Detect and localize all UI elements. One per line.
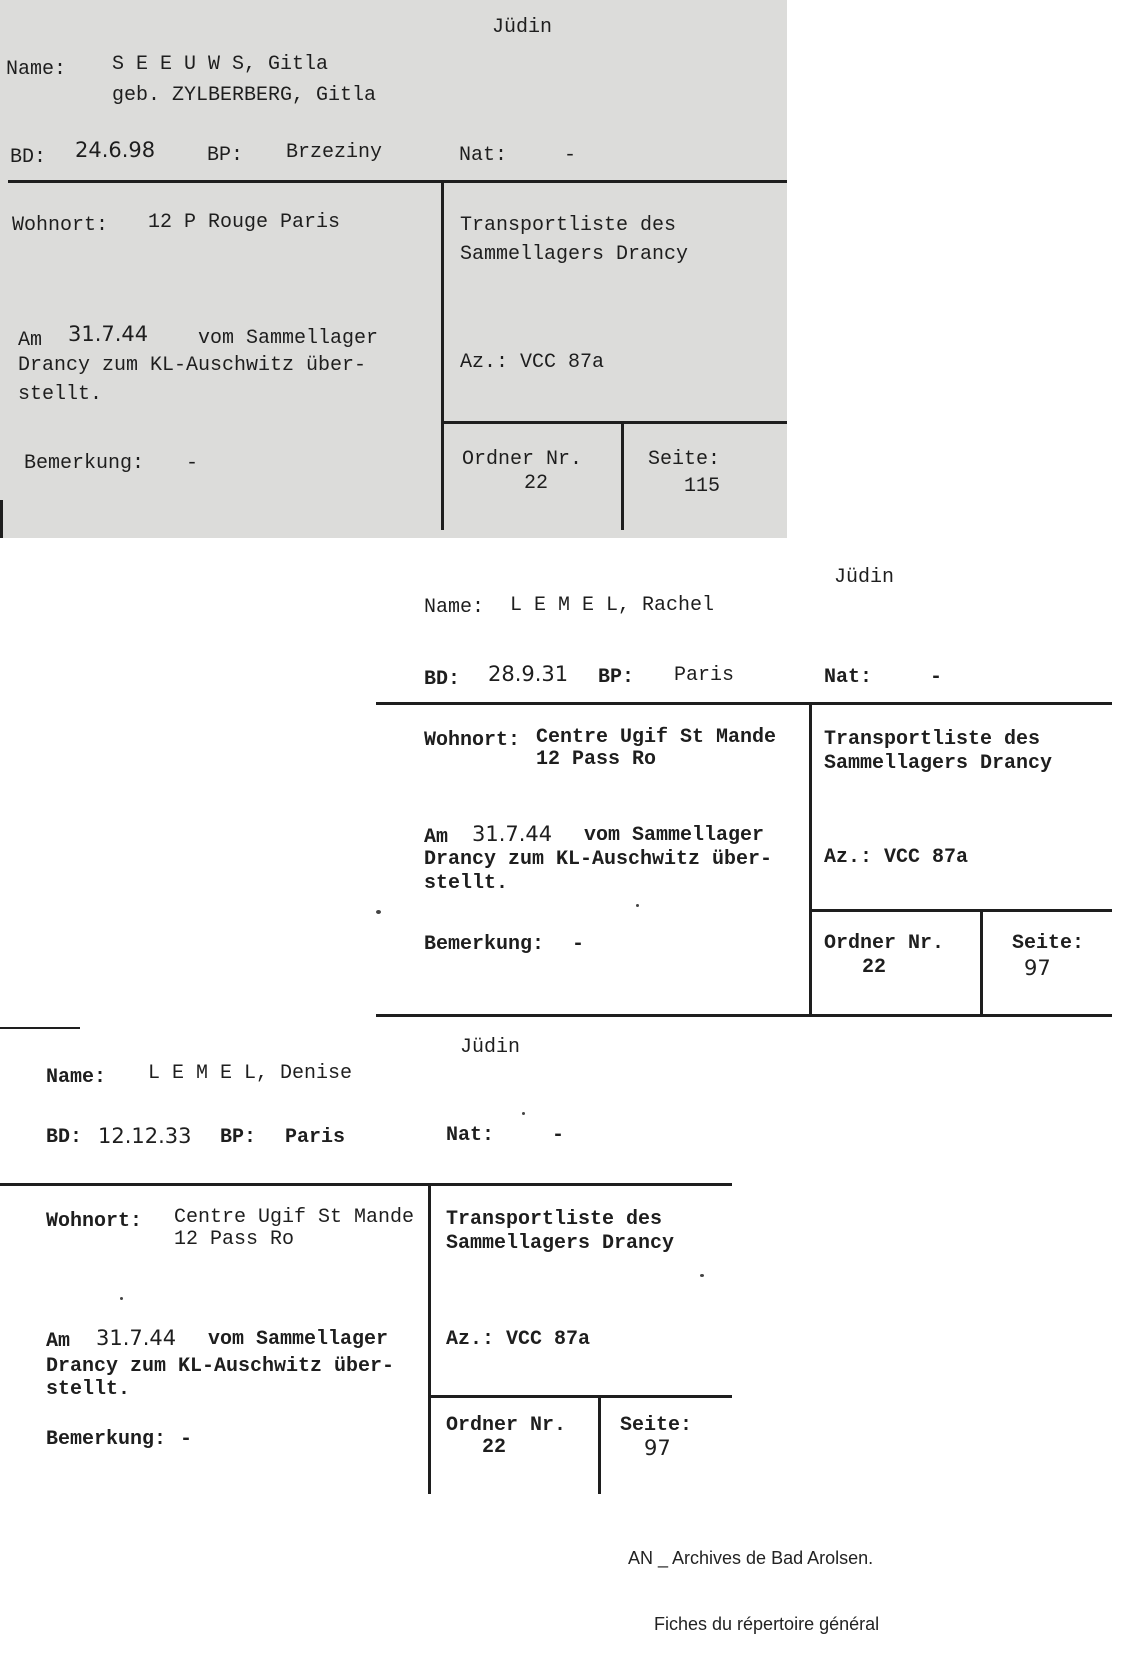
birth-place: Brzeziny — [286, 141, 383, 164]
name-label: Name: — [6, 58, 67, 81]
remark-value: - — [186, 452, 199, 475]
transfer-date: 31.7.44 — [68, 322, 149, 346]
transfer-date: 31.7.44 — [472, 822, 553, 846]
nationality: - — [930, 666, 943, 689]
residence-label: Wohnort: — [424, 729, 521, 752]
scan-speck — [636, 904, 639, 907]
source-line-1: Transportliste des — [824, 728, 1041, 751]
header-rule — [0, 1183, 732, 1186]
birth-place: Paris — [674, 664, 735, 687]
maiden-name: geb. ZYLBERBERG, Gitla — [112, 84, 377, 107]
transfer-line-1: vom Sammellager — [198, 327, 379, 350]
residence-line-2: 12 Pass Ro — [174, 1228, 295, 1251]
transfer-line-1: vom Sammellager — [208, 1328, 389, 1351]
folder-label: Ordner Nr. — [462, 448, 583, 471]
page-number: 97 — [644, 1436, 671, 1460]
remark-value: - — [180, 1428, 193, 1451]
transfer-line-3: stellt. — [46, 1378, 131, 1401]
birth-place-label: BP: — [207, 144, 244, 167]
birth-date-label: BD: — [10, 146, 47, 169]
transfer-prefix: Am — [18, 329, 43, 352]
reference-number: Az.: VCC 87a — [446, 1328, 591, 1351]
nationality: - — [564, 144, 577, 167]
archive-source-line-2: Fiches du répertoire général — [654, 1614, 880, 1634]
transfer-line-2: Drancy zum KL-Auschwitz über- — [46, 1355, 395, 1378]
transfer-line-2: Drancy zum KL-Auschwitz über- — [424, 848, 773, 871]
reference-number: Az.: VCC 87a — [460, 351, 605, 374]
folder-label: Ordner Nr. — [446, 1414, 567, 1437]
birth-place: Paris — [285, 1126, 346, 1149]
index-card-seeuws — [0, 0, 787, 538]
birth-place-label: BP: — [220, 1126, 257, 1149]
source-line-2: Sammellagers Drancy — [824, 752, 1053, 775]
scan-speck — [522, 1112, 525, 1115]
left-edge-mark — [0, 500, 3, 538]
page-number: 115 — [684, 475, 721, 498]
folder-label: Ordner Nr. — [824, 932, 945, 955]
folder-box-rule — [428, 1395, 732, 1398]
transfer-date: 31.7.44 — [96, 1326, 177, 1350]
residence-line-1: 12 P Rouge Paris — [148, 211, 341, 234]
archive-source-note — [628, 1503, 879, 1657]
residence-label: Wohnort: — [12, 214, 109, 237]
column-divider — [809, 702, 812, 1014]
birth-date: 24.6.98 — [75, 138, 156, 162]
transfer-line-3: stellt. — [18, 383, 103, 406]
nationality-label: Nat: — [459, 144, 508, 167]
page-label: Seite: — [1012, 932, 1085, 955]
index-card-lemel-rachel — [376, 548, 1112, 1023]
category-label: Jüdin — [834, 566, 895, 589]
residence-line-1: Centre Ugif St Mande — [536, 726, 777, 749]
header-rule — [8, 180, 787, 183]
remark-label: Bemerkung: — [46, 1428, 167, 1451]
folder-box-divider — [598, 1395, 601, 1494]
person-name: L E M E L, Rachel — [510, 594, 715, 617]
transfer-prefix: Am — [46, 1330, 71, 1353]
birth-date: 28.9.31 — [488, 662, 569, 686]
remark-value: - — [572, 933, 585, 956]
folder-number: 22 — [862, 956, 887, 979]
birth-date-label: BD: — [46, 1126, 83, 1149]
name-label: Name: — [424, 596, 485, 619]
residence-line-2: 12 Pass Ro — [536, 748, 657, 771]
scan-speck — [376, 910, 381, 914]
person-name: L E M E L, Denise — [148, 1062, 353, 1085]
folder-box-divider — [621, 421, 624, 530]
nationality-label: Nat: — [446, 1124, 495, 1147]
source-line-1: Transportliste des — [446, 1208, 663, 1231]
remark-label: Bemerkung: — [24, 452, 145, 475]
page-label: Seite: — [620, 1414, 693, 1437]
residence-line-1: Centre Ugif St Mande — [174, 1206, 415, 1229]
birth-date: 12.12.33 — [98, 1124, 192, 1148]
transfer-prefix: Am — [424, 826, 449, 849]
birth-place-label: BP: — [598, 666, 635, 689]
folder-box-rule — [441, 421, 787, 424]
scan-speck — [700, 1274, 704, 1277]
index-card-lemel-denise — [0, 1026, 732, 1494]
folder-box-divider — [980, 909, 983, 1014]
folder-box-rule — [809, 909, 1112, 912]
top-edge-mark — [0, 1027, 80, 1029]
category-label: Jüdin — [460, 1036, 521, 1059]
archive-source-line-1: AN _ Archives de Bad Arolsen. — [628, 1548, 874, 1568]
nationality: - — [552, 1124, 565, 1147]
birth-date-label: BD: — [424, 668, 461, 691]
header-rule — [376, 702, 1112, 705]
reference-number: Az.: VCC 87a — [824, 846, 969, 869]
category-label: Jüdin — [492, 16, 553, 39]
person-name: S E E U W S, Gitla — [112, 53, 329, 76]
residence-label: Wohnort: — [46, 1210, 143, 1233]
folder-number: 22 — [482, 1436, 507, 1459]
transfer-line-3: stellt. — [424, 872, 509, 895]
nationality-label: Nat: — [824, 666, 873, 689]
source-line-2: Sammellagers Drancy — [446, 1232, 675, 1255]
folder-number: 22 — [524, 472, 549, 495]
source-line-2: Sammellagers Drancy — [460, 243, 689, 266]
column-divider — [441, 180, 444, 530]
page-number: 97 — [1024, 956, 1051, 980]
transfer-line-2: Drancy zum KL-Auschwitz über- — [18, 354, 367, 377]
name-label: Name: — [46, 1066, 107, 1089]
remark-label: Bemerkung: — [424, 933, 545, 956]
scan-speck — [120, 1297, 123, 1300]
transfer-line-1: vom Sammellager — [584, 824, 765, 847]
bottom-rule — [376, 1014, 1112, 1017]
page-label: Seite: — [648, 448, 721, 471]
column-divider — [428, 1183, 431, 1494]
source-line-1: Transportliste des — [460, 214, 677, 237]
